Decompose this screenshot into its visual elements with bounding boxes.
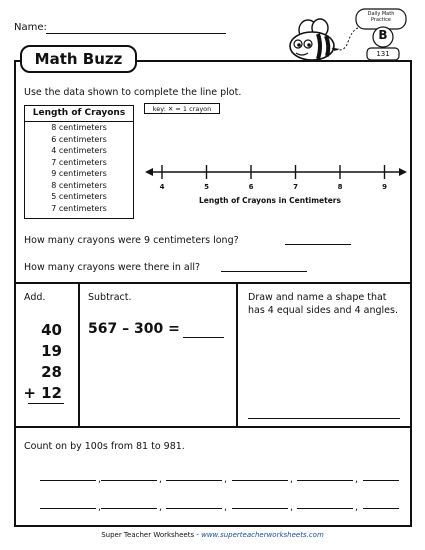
line-plot-title: Length of Crayons in Centimeters: [199, 196, 341, 205]
badge-number: 131: [376, 50, 390, 58]
count-answer-blank[interactable]: [363, 480, 399, 481]
tick-label: 6: [248, 183, 254, 191]
addend: + 12: [23, 384, 62, 402]
table-header: Length of Crayons: [25, 106, 133, 122]
comma-separator: ,: [290, 502, 294, 513]
comma-separator: ,: [159, 474, 163, 485]
subtraction-expression: 567 – 300 =: [88, 321, 180, 337]
count-answer-blank[interactable]: [297, 480, 353, 481]
tick-label: 7: [293, 183, 298, 191]
count-answer-blank[interactable]: [101, 508, 157, 509]
tick-label: 4: [159, 183, 165, 191]
answer-line-2[interactable]: [221, 271, 307, 272]
tick-label: 8: [337, 183, 343, 191]
page-title: Math Buzz: [20, 45, 137, 73]
addend: 28: [41, 363, 62, 381]
addend: 19: [41, 342, 62, 360]
footer-text: Super Teacher Worksheets -: [101, 531, 202, 539]
answer-line-1[interactable]: [285, 244, 351, 245]
count-answer-blank[interactable]: [166, 480, 222, 481]
badge-top-text: Daily Math: [367, 11, 395, 17]
section-divider: [14, 426, 412, 428]
table-row: 4 centimeters: [51, 146, 107, 155]
count-answer-blank[interactable]: [363, 508, 399, 509]
comma-separator: ,: [224, 474, 228, 485]
count-answer-blank[interactable]: [297, 508, 353, 509]
footer: [0, 531, 425, 539]
comma-separator: ,: [355, 474, 359, 485]
shape-answer-line[interactable]: [248, 418, 400, 419]
number-line[interactable]: [145, 160, 410, 184]
subtraction-answer-line[interactable]: [183, 337, 224, 338]
table-row: 7 centimeters: [51, 203, 107, 213]
count-answer-blank[interactable]: [166, 508, 222, 509]
section-divider: [14, 282, 412, 284]
column-divider: [78, 282, 80, 426]
footer-url[interactable]: www.superteacherworksheets.com: [201, 531, 324, 539]
plot-key: key: ✕ = 1 crayon: [144, 103, 220, 114]
badge-letter: B: [378, 28, 388, 42]
question-1: How many crayons were 9 centimeters long?: [24, 235, 239, 246]
subtract-label: Subtract.: [88, 292, 132, 303]
table-row: 9 centimeters: [51, 169, 107, 178]
table-row: 6 centimeters: [51, 134, 107, 144]
table-row: 7 centimeters: [51, 157, 107, 167]
add-label: Add.: [24, 292, 46, 303]
tick-label: 9: [382, 183, 387, 191]
count-prompt: Count on by 100s from 81 to 981.: [24, 441, 185, 452]
count-answer-blank[interactable]: [101, 480, 157, 481]
comma-separator: ,: [224, 502, 228, 513]
count-answer-blank[interactable]: [40, 480, 96, 481]
name-field[interactable]: [46, 33, 226, 34]
table-row: 5 centimeters: [51, 192, 107, 201]
comma-separator: ,: [98, 474, 102, 485]
sum-line: [28, 403, 64, 404]
column-divider: [236, 282, 238, 426]
table-row: 8 centimeters: [51, 123, 107, 132]
crayon-data-table: [24, 105, 134, 219]
section1-instruction: Use the data shown to complete the line plot.: [24, 87, 242, 98]
question-2: How many crayons were there in all?: [24, 262, 201, 273]
addend: 40: [41, 321, 62, 339]
count-answer-blank[interactable]: [232, 508, 288, 509]
badge-mid-text: Practice: [371, 17, 391, 23]
comma-separator: ,: [159, 502, 163, 513]
table-row: 8 centimeters: [51, 180, 107, 190]
count-answer-blank[interactable]: [232, 480, 288, 481]
comma-separator: ,: [355, 502, 359, 513]
comma-separator: ,: [290, 474, 294, 485]
comma-separator: ,: [98, 502, 102, 513]
tick-label: 5: [204, 183, 209, 191]
count-answer-blank[interactable]: [40, 508, 96, 509]
shape-prompt: Draw and name a shape that has 4 equal sides and 4 angles.: [248, 292, 398, 316]
name-label: Name:: [14, 22, 47, 33]
